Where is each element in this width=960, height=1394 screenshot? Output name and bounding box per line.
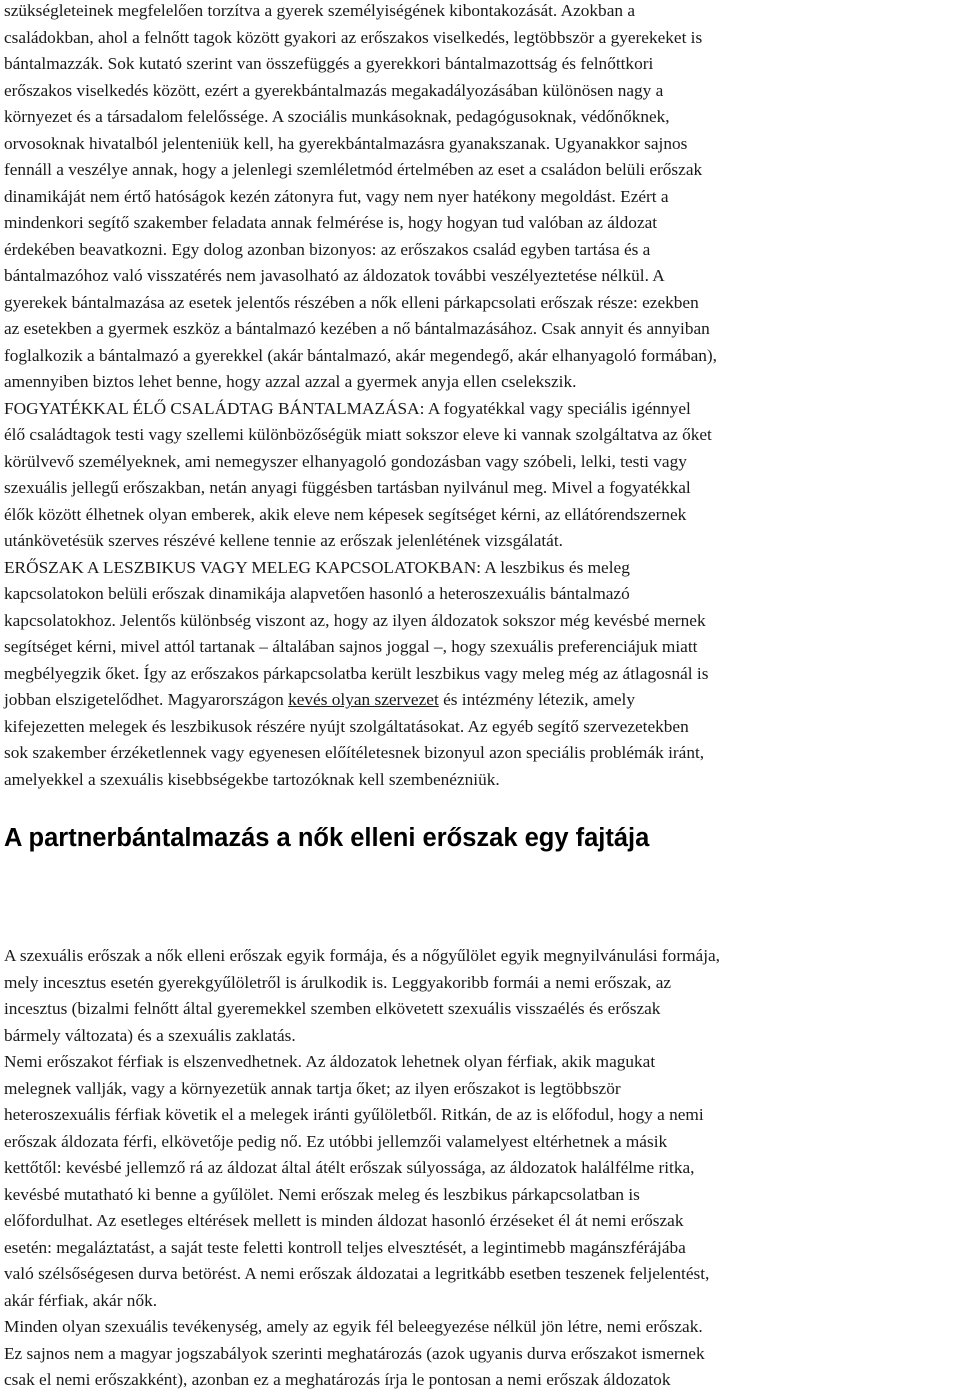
text-line: incesztus (bizalmi felnőtt által gyeremekkel szemben elkövetett szexuális visszaélés és erőszak: [4, 999, 661, 1018]
text-line: fennáll a veszélye annak, hogy a jelenlegi szemléletmód értelmében az eset a családon belüli erőszak: [4, 160, 703, 179]
section-heading-disabled-family-member: FOGYATÉKKAL ÉLŐ CSALÁDTAG BÁNTALMAZÁSA: A fogyatékkal vagy speciális igénnyel: [4, 398, 691, 418]
text-line: sok szakember érzéketlennek vagy egyenesen előítéletesnek bizonyul azon speciális problémák iránt,: [4, 743, 705, 762]
text-line: erőszakos viselkedés között, ezért a gyerekbántalmazás megakadályozásában különösen nagy a: [4, 80, 664, 100]
text-line: esetén: megaláztatást, a saját teste feletti kontroll teljes elvesztését, a legintimebb magánszférájába: [4, 1237, 686, 1257]
text-line: családokban, ahol a felnőtt tagok között gyakori az erőszakos viselkedés, legtöbbször a gyerekeket is: [4, 27, 703, 47]
text-line: dinamikáját nem értő hatóságok kezén zátonyra fut, vagy nem nyer hatékony megoldást. Ezért a: [4, 186, 669, 206]
text-line: kapcsolatokon belüli erőszak dinamikája alapvetően hasonló a heteroszexuális bántalmazó: [4, 584, 630, 603]
text-line: bántalmazzák. Sok kutató szerint van összefüggés a gyerekkori bántalmazottság és felnőttkori: [4, 54, 654, 73]
text-line: megbélyegzik őket. Így az erőszakos párkapcsolatba került leszbikus vagy meleg még az átlagosnál is: [4, 663, 709, 683]
organizations-link[interactable]: kevés olyan szervezet: [288, 690, 439, 709]
top-text-block: [4, 0, 960, 793]
text-line: előfordulhat. Az esetleges eltérések mellett is minden áldozat hasonló érzéseket él át nemi erőszak: [4, 1211, 684, 1230]
text-segment: és intézmény létezik, amely: [438, 690, 636, 709]
section-title: A partnerbántalmazás a nők elleni erőszak egy fajtája: [4, 824, 650, 852]
text-line: bármely változata) és a szexuális zaklatás.: [4, 1025, 296, 1045]
text-line: A szexuális erőszak a nők elleni erőszak egyik formája, és a nőgyűlölet egyik megnyilvánulási formája,: [4, 946, 720, 965]
text-line: érdekében beavatkozni. Egy dolog azonban bizonyos: az erőszakos család egyben tartása és a: [4, 239, 651, 259]
text-line: orvosoknak hivatalból jelenteniük kell, ha gyerekbántalmazásra gyanakszanak. Ugyanakkor sajnos: [4, 133, 688, 153]
text-line: Ez sajnos nem a magyar jogszabályok szerinti meghatározás (azok ugyanis durva erőszakot ismernek: [4, 1343, 705, 1363]
text-line: Nemi erőszakot férfiak is elszenvedhetnek. Az áldozatok lehetnek olyan férfiak, akik magukat: [4, 1052, 656, 1071]
text-line: szexuális jellegű erőszakban, netán anyagi függésben tartásban nyilvánul meg. Mivel a fogyatékkal: [4, 478, 691, 497]
text-line: körülvevő személyeknek, ami nemegyszer elhanyagoló gondozásban vagy szóbeli, lelki, testi vagy: [4, 451, 687, 471]
text-line: heteroszexuális férfiak követik el a melegek iránti gyűlöletből. Ritkán, de az is előfodul, hogy a nemi: [4, 1105, 704, 1124]
text-segment: jobban elszigetelődhet. Magyarországon: [4, 690, 289, 709]
text-line: az esetekben a gyermek eszköz a bántalmazó kezében a nő bántalmazásához. Csak annyit és annyiban: [4, 319, 710, 338]
text-line: kettőtől: kevésbé jellemző rá az áldozat által átélt erőszak súlyossága, az áldozatok halálfélme ritka,: [4, 1158, 695, 1177]
text-line: foglalkozik a bántalmazó a gyerekkel (akár bántalmazó, akár megendegő, akár elhanyagoló formában),: [4, 345, 717, 365]
text-line: szükségleteinek megfelelően torzítva a gyerek személyiségének kibontakozását. Azokban a: [4, 1, 635, 20]
text-line: mindenkori segítő szakember feladata annak felmérése is, hogy hogyan tud valóban az áldozat: [4, 213, 658, 232]
text-line: utánkövetésük szerves részévé kellene tennie az erőszak jelenlétének vizsgálatát.: [4, 531, 563, 550]
text-line: csak el nemi erőszakként), azonban ez a meghatározás írja le pontosan a nemi erőszak áldozatok: [4, 1370, 671, 1389]
text-line: kifejezetten melegek és leszbikusok részére nyújt szolgáltatásokat. Az egyéb segítő szervezetekben: [4, 716, 689, 736]
text-line: mely incesztus esetén gyerekgyűlöletről is árulkodik is. Leggyakoribb formái a nemi erőszak, az: [4, 972, 672, 992]
section-heading-lgbt-relationships: ERŐSZAK A LESZBIKUS VAGY MELEG KAPCSOLATOKBAN: A leszbikus és meleg: [4, 557, 630, 577]
text-line: gyerekek bántalmazása az esetek jelentős részében a nők elleni párkapcsolati erőszak része: ezekben: [4, 292, 699, 312]
text-line: bántalmazóhoz való visszatérés nem javasolható az áldozatok további veszélyeztetése nélkül. A: [4, 266, 665, 285]
text-line: környezet és a társadalom felelőssége. A szociális munkásoknak, pedagógusoknak, védőnőknek,: [4, 107, 670, 126]
text-line: élők között élhetnek olyan emberek, akik eleve nem képesek segítséget kérni, az ellátórendszernek: [4, 504, 687, 524]
bottom-text-block: [4, 943, 960, 1394]
text-line: amennyiben biztos lehet benne, hogy azzal azzal a gyermek anyja ellen cselekszik.: [4, 372, 577, 391]
text-line: melegnek vallják, vagy a környezetük annak tartja őket; az ilyen erőszakot is legtöbbször: [4, 1078, 621, 1098]
text-line: való szélsőségesen durva betörést. A nemi erőszak áldozatai a legritkább esetben teszenek feljelentést,: [4, 1264, 710, 1283]
text-line: élő családtagok testi vagy szellemi különbözőségük miatt sokszor eleve ki vannak szolgáltatva az őket: [4, 425, 712, 444]
text-line: segítséget kérni, mivel attól tartanak – általában sajnos joggal –, hogy szexuális preferenciájuk miatt: [4, 637, 698, 656]
text-line: amelyekkel a szexuális kisebbségekbe tartozóknak kell szembenézniük.: [4, 769, 500, 789]
text-line: kevésbé mutatható ki benne a gyűlölet. Nemi erőszak meleg és leszbikus párkapcsolatban is: [4, 1184, 640, 1204]
text-line: erőszak áldozata férfi, elkövetője pedig nő. Ez utóbbi jellemzői valamelyest eltérhetnek a másik: [4, 1131, 668, 1151]
text-line-with-link: [4, 687, 960, 714]
text-line: akár férfiak, akár nők.: [4, 1290, 158, 1310]
text-line: Minden olyan szexuális tevékenység, amely az egyik fél beleegyezése nélkül jön létre, nemi erőszak.: [4, 1317, 703, 1336]
text-line: kapcsolatokhoz. Jelentős különbség viszont az, hogy az ilyen áldozatok sokszor még kevésbé mernek: [4, 610, 706, 630]
